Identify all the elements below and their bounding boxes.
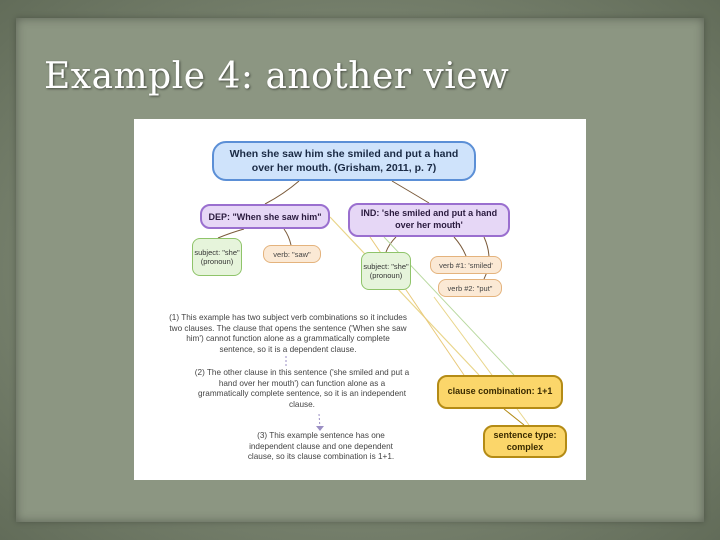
- dependent-clause-node: DEP: "When she saw him": [200, 204, 330, 229]
- clause-combination-node: clause combination: 1+1: [437, 375, 563, 409]
- independent-clause-node: IND: 'she smiled and put a hand over her mouth': [348, 203, 510, 237]
- explanation-note-2: (2) The other clause in this sentence ('she smiled and put a hand over her mouth') can function alone as a grammatically complete sentence, so it is an independent clause.: [194, 368, 410, 409]
- explanation-note-1: (1) This example has two subject verb combinations so it includes two clauses. The clause that opens the sentence ('When she saw him') cannot function alone as a grammatically complete sentence, so it is a dependent clause.: [169, 313, 407, 354]
- verb-node-smiled: verb #1: 'smiled': [430, 256, 502, 274]
- slide-title: Example 4: another view: [44, 56, 510, 97]
- subject-node-independent: subject: "she" (pronoun): [361, 252, 411, 290]
- explanation-note-3: (3) This example sentence has one independent clause and one dependent clause, so its clause combination is 1+1.: [247, 431, 395, 462]
- concept-diagram: [134, 119, 586, 480]
- verb-node-saw: verb: "saw": [263, 245, 321, 263]
- verb-node-put: verb #2: "put": [438, 279, 502, 297]
- sentence-type-node: sentence type: complex: [483, 425, 567, 458]
- subject-node-dependent: subject: "she" (pronoun): [192, 238, 242, 276]
- main-sentence-node: When she saw him she smiled and put a hand over her mouth. (Grisham, 2011, p. 7): [212, 141, 476, 181]
